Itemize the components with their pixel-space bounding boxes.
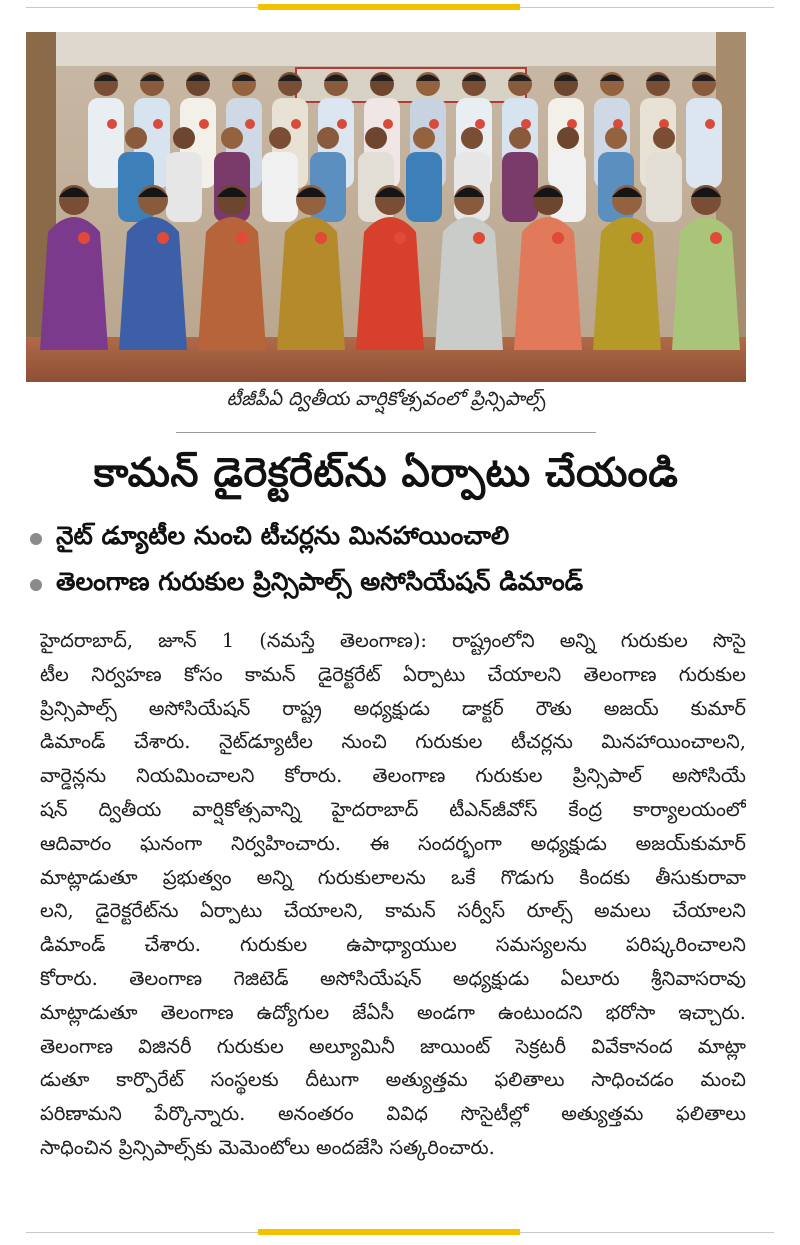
article-line: సాధించిన ప్రిన్సిపాల్స్‌కు మెమెంటోలు అందజేసి సత్కరించారు. <box>40 1135 495 1159</box>
article-line: వార్డెన్లను నియమించాలని కోరారు. తెలంగాణ గురుకుల ప్రిన్సిపాల్ అసోసియే <box>40 764 746 788</box>
article-line: ఆదివారం ఘనంగా నిర్వహించారు. ఈ సందర్భంగా అధ్యక్షుడు అజయ్‌కుమార్ <box>40 831 746 855</box>
article-line: మాట్లాడుతూ తెలంగాణ ఉద్యోగుల జేఏసీ అండగా ఉంటుందని భరోసా ఇచ్చారు. <box>40 1000 746 1024</box>
article-line: ప్రిన్సిపాల్స్ అసోసియేషన్ రాష్ట్ర అధ్యక్షుడు డాక్టర్ రౌతు అజయ్ కుమార్ <box>40 696 746 720</box>
group-photo <box>26 32 746 382</box>
article-body <box>40 624 746 1165</box>
article-line: షన్ ద్వితీయ వార్షికోత్సవాన్ని హైదరాబాద్ టీఎన్‌జీవోస్ కేంద్ర కార్యాలయంలో <box>40 797 746 821</box>
bullet-dot-icon <box>30 533 42 545</box>
bottom-accent-bar <box>258 1229 520 1235</box>
article-line: డుతూ కార్పొరేట్ సంస్థలకు దీటుగా అత్యుత్తమ ఫలితాలు సాధించడం మంచి <box>40 1068 746 1092</box>
article-line: టీల నిర్వహణ కోసం కామన్ డైరెక్టరేట్ ఏర్పాటు చేయాలని తెలంగాణ గురుకుల <box>40 662 746 686</box>
subheading-text: తెలంగాణ గురుకుల ప్రిన్సిపాల్స్ అసోసియేషన్ డిమాండ్ <box>56 567 584 596</box>
article-line: కోరారు. తెలంగాణ గెజిటెడ్ అసోసియేషన్ అధ్యక్షుడు ఏలూరు శ్రీనివాసరావు <box>40 966 746 990</box>
top-accent-bar <box>258 4 520 10</box>
article-line: పరిణామని పేర్కొన్నారు. అనంతరం వివిధ సొసైటీల్లో అత్యుత్తమ ఫలితాలు <box>40 1102 746 1126</box>
article-line: హైదరాబాద్, జూన్ 1 (నమస్తే తెలంగాణ): రాష్ట్రంలోని అన్ని గురుకుల సొసై <box>40 629 746 652</box>
article-line: మాట్లాడుతూ ప్రభుత్వం అన్ని గురుకులాలను ఒకే గొడుగు కిందకు తీసుకురావా <box>40 865 746 889</box>
bullet-dot-icon <box>30 579 42 591</box>
article-line: తెలంగాణ విజినరీ గురుకుల అల్యూమినీ జాయింట్ సెక్రటరీ వివేకానంద మాట్లా <box>40 1034 746 1058</box>
subheading-list <box>26 516 746 608</box>
subheading-item <box>26 516 746 562</box>
article-line: లని, డైరెక్టరేట్‌ను ఏర్పాటు చేయాలని, కామన్ సర్వీస్ రూల్స్ అమలు చేయాలని <box>40 899 746 923</box>
caption-divider <box>176 432 596 433</box>
photo-caption: టీజీపీఏ ద్వితీయ వార్షికోత్సవంలో ప్రిన్సిపాల్స్ <box>226 388 546 410</box>
headline: కామన్ డైరెక్టరేట్‌ను ఏర్పాటు చేయండి <box>93 450 679 496</box>
subheading-item <box>26 562 746 608</box>
subheading-text: నైట్ డ్యూటీల నుంచి టీచర్లను మినహాయించాలి <box>56 521 510 550</box>
article-line: డిమాండ్ చేశారు. గురుకుల ఉపాధ్యాయుల సమస్యలను పరిష్కరించాలని <box>40 933 746 957</box>
article-line: డిమాండ్ చేశారు. నైట్‌డ్యూటీల నుంచి గురుకుల టీచర్లను మినహాయించాలని, <box>40 730 746 754</box>
